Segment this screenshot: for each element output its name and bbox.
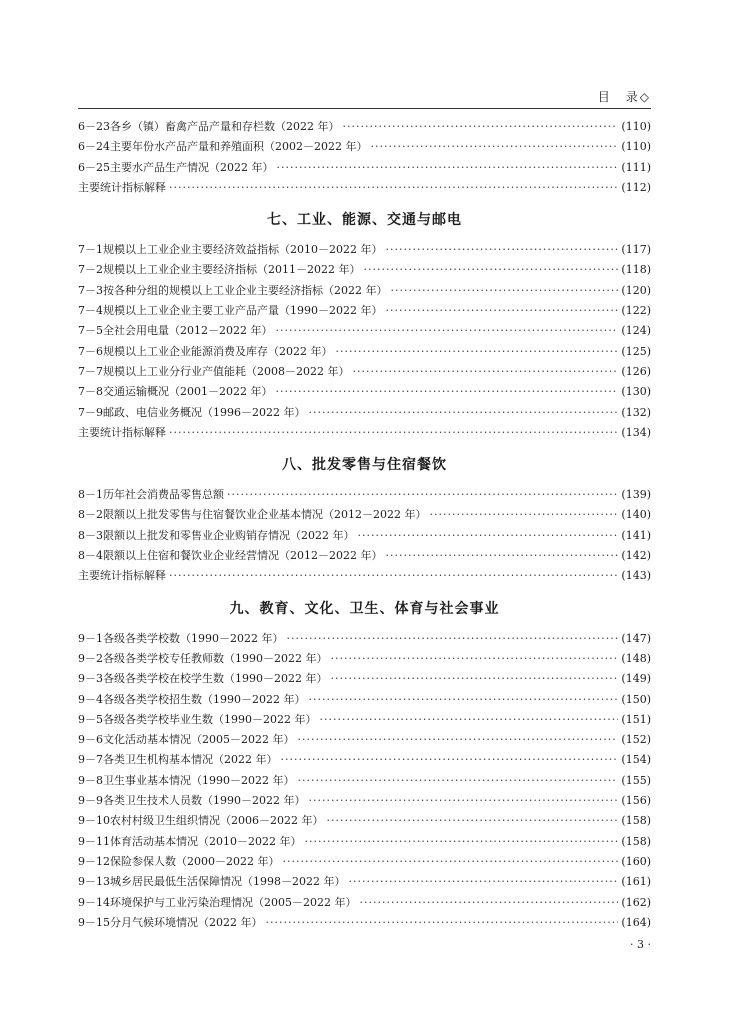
entry-page: (154)	[621, 753, 651, 767]
dot-leader	[275, 324, 618, 337]
dot-leader	[266, 916, 619, 929]
entry-page: (152)	[621, 733, 651, 747]
toc-entry[interactable]	[78, 282, 651, 302]
dot-leader	[385, 549, 618, 562]
entry-page: (148)	[621, 651, 651, 665]
dot-leader	[385, 243, 618, 256]
dot-leader	[169, 569, 618, 582]
entry-title: 各类卫生技术人员数（1990－2022 年）	[103, 794, 306, 808]
section-heading: 八、批发零售与住宿餐饮	[282, 457, 447, 474]
toc-entry[interactable]	[78, 159, 651, 179]
entry-number: 9－4	[78, 692, 103, 706]
toc-entry[interactable]	[78, 383, 651, 403]
toc-entry[interactable]	[78, 751, 651, 771]
toc-entry[interactable]	[78, 343, 651, 363]
dot-leader	[308, 794, 618, 807]
entry-page: (110)	[621, 140, 651, 154]
entry-number: 9－6	[78, 733, 103, 747]
entry-page: (142)	[621, 549, 651, 563]
entry-number: 7－9	[78, 405, 103, 419]
entry-page: (140)	[621, 508, 651, 522]
dot-leader	[169, 426, 618, 439]
entry-number: 9－14	[78, 895, 110, 909]
entry-number: 8－2	[78, 508, 103, 522]
entry-title: 各级各类学校在校学生数（1990－2022 年）	[103, 672, 328, 686]
entry-page: (112)	[621, 180, 651, 194]
toc-entry[interactable]	[78, 261, 651, 281]
dot-leader	[326, 814, 618, 827]
entry-page: (151)	[621, 712, 651, 726]
entry-title: 各级各类学校专任教师数（1990－2022 年）	[103, 651, 328, 665]
entry-title: 环境保护与工业污染治理情况（2005－2022 年）	[110, 895, 357, 909]
toc-entry[interactable]	[78, 322, 651, 342]
entry-number: 9－7	[78, 753, 103, 767]
entry-page: (110)	[621, 120, 651, 133]
entry-number: 9－5	[78, 712, 103, 726]
entry-page: (134)	[621, 425, 651, 439]
entry-number: 7－5	[78, 324, 103, 338]
entry-page: (139)	[621, 488, 651, 502]
dot-leader	[330, 672, 618, 685]
dot-leader	[370, 140, 618, 153]
entry-title: 分月气候环境情况（2022 年）	[110, 915, 263, 929]
entry-title: 主要统计指标解释	[78, 425, 166, 439]
entry-page: (160)	[621, 854, 651, 868]
dot-leader	[227, 488, 618, 501]
entry-title: 规模以上工业企业能源消费及库存（2022 年）	[103, 344, 333, 358]
toc-entry[interactable]	[78, 914, 651, 934]
toc-entry[interactable]	[78, 792, 651, 812]
entry-title: 各级各类学校招生数（1990－2022 年）	[103, 692, 306, 706]
entry-number: 8－3	[78, 528, 103, 542]
entry-number: 9－10	[78, 814, 110, 828]
toc-entry[interactable]	[78, 772, 651, 792]
running-header: 目 录◇	[597, 90, 651, 104]
entry-page: (118)	[621, 263, 651, 277]
entry-title: 主要年份水产品产量和养殖面积（2002－2022 年）	[110, 140, 368, 154]
entry-page: (117)	[621, 243, 651, 257]
entry-page: (122)	[621, 304, 651, 318]
entry-page: (158)	[621, 834, 651, 848]
entry-title: 各级各类学校毕业生数（1990－2022 年）	[103, 712, 317, 726]
dot-leader	[385, 304, 618, 317]
entry-title: 规模以上工业分行业产值能耗（2008－2022 年）	[103, 364, 350, 378]
toc-entry[interactable]	[78, 179, 651, 199]
entry-title: 文化活动基本情况（2005－2022 年）	[103, 733, 295, 747]
entry-title: 城乡居民最低生活保障情况（1998－2022 年）	[110, 875, 346, 889]
dot-leader	[336, 345, 619, 358]
dot-leader	[330, 652, 618, 665]
entry-title: 按各种分组的规模以上工业企业主要经济指标（2022 年）	[103, 283, 388, 297]
entry-title: 全社会用电量（2012－2022 年）	[103, 324, 273, 338]
toc-entry[interactable]	[78, 691, 651, 711]
entry-number: 6－23	[78, 120, 110, 133]
entry-number: 7－4	[78, 304, 103, 318]
toc-entry[interactable]	[78, 118, 651, 138]
entry-title: 主要水产品生产情况（2022 年）	[110, 160, 274, 174]
dot-leader	[391, 284, 619, 297]
entry-number: 9－1	[78, 631, 103, 645]
page-number: · 3 ·	[630, 938, 651, 951]
entry-number: 6－25	[78, 160, 110, 174]
toc-entry[interactable]	[78, 506, 651, 526]
entry-title: 体育活动基本情况（2010－2022 年）	[110, 834, 302, 848]
dot-leader	[359, 896, 618, 909]
entry-title: 规模以上工业企业主要经济指标（2011－2022 年）	[103, 263, 361, 277]
entry-page: (143)	[621, 569, 651, 583]
entry-number: 9－13	[78, 875, 110, 889]
dot-leader	[286, 632, 618, 645]
entry-number: 9－8	[78, 773, 103, 787]
table-of-contents	[78, 118, 651, 934]
section-heading: 七、工业、能源、交通与邮电	[267, 212, 462, 229]
entry-page: (125)	[621, 344, 651, 358]
entry-page: (150)	[621, 692, 651, 706]
entry-page: (149)	[621, 672, 651, 686]
entry-page: (124)	[621, 324, 651, 338]
entry-title: 主要统计指标解释	[78, 569, 166, 583]
entry-title: 规模以上工业企业主要经济效益指标（2010－2022 年）	[103, 243, 383, 257]
entry-number: 7－2	[78, 263, 103, 277]
dot-leader	[281, 753, 619, 766]
entry-page: (120)	[621, 283, 651, 297]
dot-leader	[308, 693, 618, 706]
entry-number: 6－24	[78, 140, 110, 154]
toc-entry[interactable]	[78, 873, 651, 893]
entry-page: (155)	[621, 773, 651, 787]
entry-number: 7－6	[78, 344, 103, 358]
toc-entry[interactable]	[78, 567, 651, 587]
dot-leader	[282, 855, 618, 868]
toc-entry[interactable]	[78, 853, 651, 873]
dot-leader	[352, 365, 618, 378]
dot-leader	[275, 385, 618, 398]
entry-title: 各乡（镇）畜禽产品产量和存栏数（2022 年）	[110, 120, 340, 133]
entry-number: 8－1	[78, 488, 103, 502]
entry-title: 卫生事业基本情况（1990－2022 年）	[103, 773, 295, 787]
entry-number: 9－9	[78, 794, 103, 808]
dot-leader	[363, 263, 618, 276]
toc-entry[interactable]	[78, 812, 651, 832]
entry-title: 规模以上工业企业主要工业产品产量（1990－2022 年）	[103, 304, 383, 318]
entry-title: 交通运输概况（2001－2022 年）	[103, 385, 273, 399]
entry-number: 9－15	[78, 915, 110, 929]
entry-title: 主要统计指标解释	[78, 180, 166, 194]
entry-title: 邮政、电信业务概况（1996－2022 年）	[103, 405, 306, 419]
header-rule	[78, 108, 651, 109]
toc-entry[interactable]	[78, 650, 651, 670]
toc-entry[interactable]	[78, 731, 651, 751]
toc-entry[interactable]	[78, 404, 651, 424]
toc-entry[interactable]	[78, 486, 651, 506]
entry-page: (156)	[621, 794, 651, 808]
dot-leader	[308, 406, 618, 419]
entry-page: (158)	[621, 814, 651, 828]
section-heading: 九、教育、文化、卫生、体育与社会事业	[229, 600, 500, 617]
entry-number: 9－3	[78, 672, 103, 686]
toc-entry[interactable]	[78, 424, 651, 444]
toc-entry[interactable]	[78, 547, 651, 567]
dot-leader	[169, 181, 618, 194]
entry-number: 9－11	[78, 834, 110, 848]
entry-page: (161)	[621, 875, 651, 889]
entry-number: 9－2	[78, 651, 103, 665]
entry-number: 7－7	[78, 364, 103, 378]
entry-page: (126)	[621, 364, 651, 378]
dot-leader	[319, 713, 618, 726]
entry-page: (132)	[621, 405, 651, 419]
toc-entry[interactable]	[78, 363, 651, 383]
dot-leader	[297, 733, 618, 746]
toc-entry[interactable]	[78, 670, 651, 690]
dot-leader	[429, 508, 618, 521]
entry-number: 7－3	[78, 283, 103, 297]
entry-page: (162)	[621, 895, 651, 909]
toc-entry[interactable]	[78, 527, 651, 547]
entry-page: (147)	[621, 631, 651, 645]
dot-leader	[304, 835, 618, 848]
entry-title: 各类卫生机构基本情况（2022 年）	[103, 753, 278, 767]
entry-number: 7－1	[78, 243, 103, 257]
entry-title: 保险参保人数（2000－2022 年）	[110, 854, 280, 868]
entry-title: 限额以上住宿和餐饮业企业经营情况（2012－2022 年）	[103, 549, 383, 563]
toc-entry[interactable]	[78, 630, 651, 650]
toc-entry[interactable]	[78, 833, 651, 853]
toc-entry[interactable]	[78, 711, 651, 731]
toc-entry[interactable]	[78, 894, 651, 914]
entry-number: 8－4	[78, 549, 103, 563]
entry-title: 限额以上批发和零售业企业购销存情况（2022 年）	[103, 528, 355, 542]
dot-leader	[348, 875, 618, 888]
dot-leader	[277, 161, 619, 174]
toc-entry[interactable]	[78, 241, 651, 261]
entry-page: (130)	[621, 385, 651, 399]
dot-leader	[297, 774, 618, 787]
toc-entry[interactable]	[78, 302, 651, 322]
dot-leader	[358, 529, 619, 542]
entry-title: 限额以上批发零售与住宿餐饮业企业基本情况（2012－2022 年）	[103, 508, 427, 522]
entry-page: (141)	[621, 528, 651, 542]
entry-page: (111)	[621, 160, 651, 174]
entry-title: 各级各类学校数（1990－2022 年）	[103, 631, 284, 645]
entry-title: 历年社会消费品零售总额	[103, 488, 224, 502]
entry-page: (164)	[621, 915, 651, 929]
entry-number: 9－12	[78, 854, 110, 868]
entry-title: 农村村级卫生组织情况（2006－2022 年）	[110, 814, 324, 828]
toc-entry[interactable]	[78, 138, 651, 158]
dot-leader	[343, 120, 619, 133]
entry-number: 7－8	[78, 385, 103, 399]
